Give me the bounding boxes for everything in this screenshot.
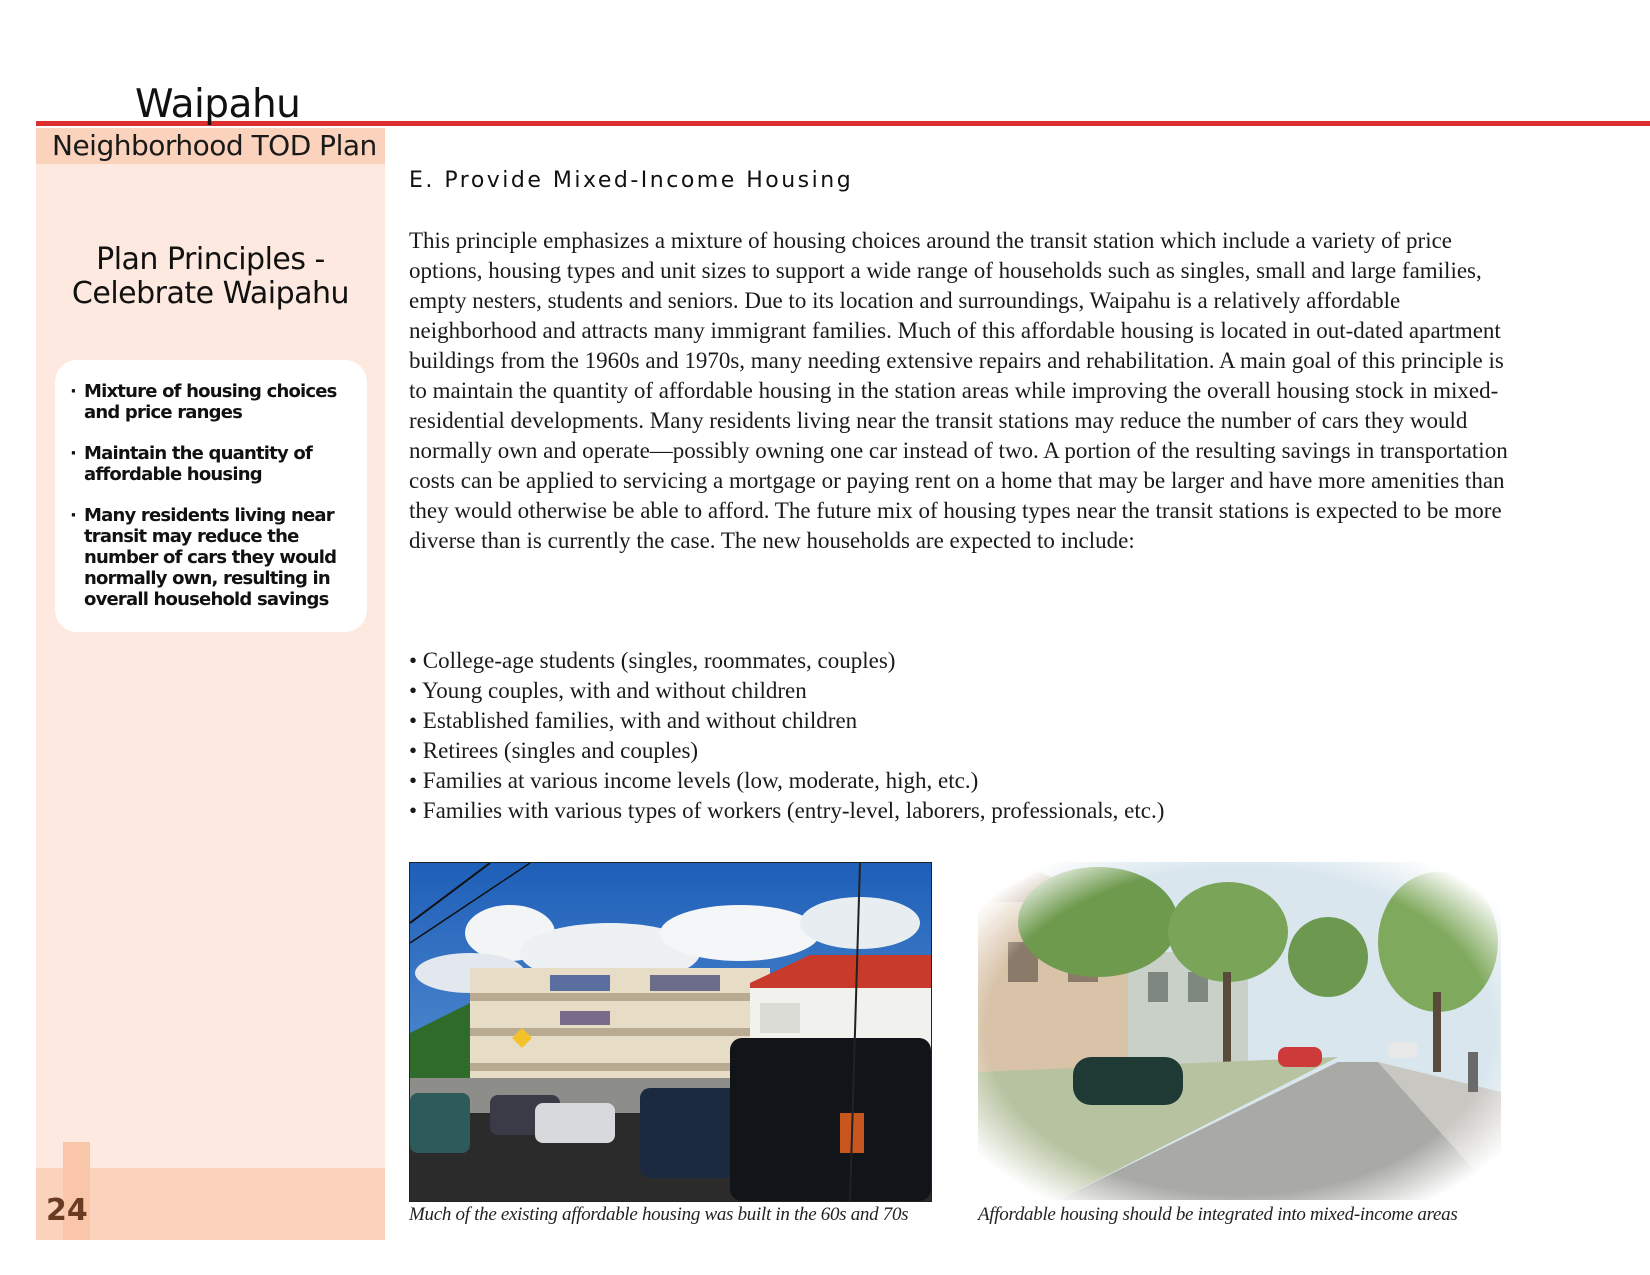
section-body: This principle emphasizes a mixture of housing choices around the transit station which include a variety of price options, housing types and unit sizes to support a wide range of households such as singles, small and large families, empty nesters, students and seniors. Due to its location and surroundings, Waipahu is a relatively affordable neighborhood and attracts many immigrant families. Much of this affordable housing is located in out-dated apartment buildings from the 1960s and 1970s, many needing extensive repairs and rehabilitation. A main goal of this principle is to maintain the quantity of affordable housing in the station areas while improving the overall housing stock in mixed-residential developments. Many residents living near the transit stations may reduce the number of cars they would normally own and operate—possibly owning one car instead of two. A portion of the resulting savings in transportation costs can be applied to servicing a mortgage or paying rent on a home that may be larger and have more amenities than they would otherwise be able to afford. The future mix of housing types near the transit stations is expected to be more diverse than is currently the case. The new households are expected to include:: [409, 228, 1508, 553]
household-item: • Young couples, with and without children: [409, 678, 807, 703]
sidebar-bullet: [68, 381, 368, 423]
sidebar-bullet: [68, 505, 368, 610]
photo-caption: Much of the existing affordable housing was built in the 60s and 70s: [409, 1204, 909, 1225]
household-item: • Retirees (singles and couples): [409, 738, 699, 763]
photo-existing-housing: [409, 862, 932, 1202]
sidebar-bullet-text: Many residents living near transit may reduce the number of cars they would normally own, resulting in overall household savings: [84, 505, 337, 610]
household-item: • College-age students (singles, roommates, couples): [409, 648, 896, 673]
section-heading: E. Provide Mixed-Income Housing: [409, 168, 854, 193]
household-item: • Families with various types of workers (entry-level, laborers, professionals, etc.): [409, 798, 1165, 823]
household-item: • Established families, with and without children: [409, 708, 858, 733]
sidebar-bullet-text: Maintain the quantity of affordable housing: [84, 443, 312, 485]
sidebar-title-line1: Plan Principles -: [96, 242, 325, 277]
bullet-dot-icon: ·: [70, 505, 77, 526]
household-list: [409, 646, 1509, 826]
document-title: Waipahu: [135, 82, 301, 127]
household-item: • Families at various income levels (low, moderate, high, etc.): [409, 768, 979, 793]
document-subtitle: Neighborhood TOD Plan: [52, 129, 377, 162]
photo-mixed-income-rendering: [978, 862, 1501, 1200]
page-number: 24: [46, 1193, 88, 1228]
sidebar: [36, 164, 385, 1239]
photo-caption: Affordable housing should be integrated into mixed-income areas: [978, 1204, 1458, 1225]
sidebar-bullet-text: Mixture of housing choices and price ranges: [84, 381, 337, 423]
bullet-dot-icon: ·: [70, 443, 77, 464]
sidebar-bullet: [68, 443, 368, 485]
bullet-dot-icon: ·: [70, 381, 77, 402]
sidebar-title-line2: Celebrate Waipahu: [71, 276, 350, 311]
sidebar-summary-list: [68, 381, 368, 630]
sidebar-title: [36, 243, 385, 311]
